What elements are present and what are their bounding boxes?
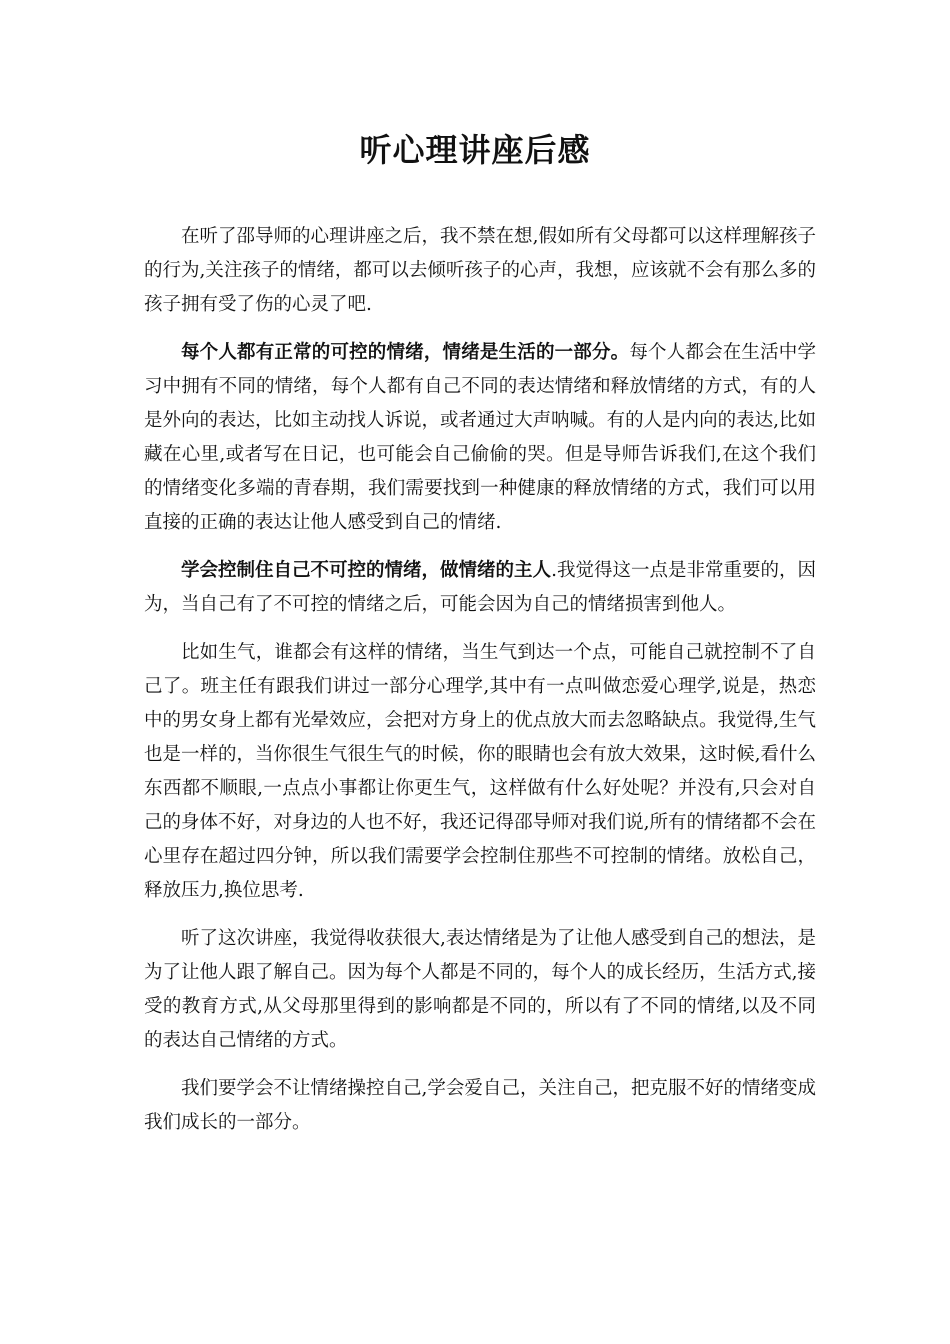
paragraph-lead: 学会控制住自己不可控的情绪，做情绪的主人 <box>181 560 552 581</box>
paragraph-4 <box>144 636 816 908</box>
paragraph-2 <box>144 336 816 540</box>
paragraph-text: 听了这次讲座，我觉得收获很大,表达情绪是为了让他人感受到自己的想法，是为了让他人跟了解自己。因为每个人都是不同的，每个人的成长经历，生活方式,接受的教育方式,从父母那里得到的影响都是不同的，所以有了不同的情绪,以及不同的表达自己情绪的方式。 <box>144 928 816 1051</box>
paragraph-5 <box>144 922 816 1058</box>
paragraph-text: 比如生气，谁都会有这样的情绪，当生气到达一个点，可能自己就控制不了自己了。班主任有跟我们讲过一部分心理学,其中有一点叫做恋爱心理学,说是，热恋中的男女身上都有光晕效应，会把对方身上的优点放大而去忽略缺点。我觉得,生气也是一样的，当你很生气很生气的时候，你的眼睛也会有放大效果，这时候,看什么东西都不顺眼,一点点小事都让你更生气，这样做有什么好处呢？并没有,只会对自己的身体不好，对身边的人也不好，我还记得邵导师对我们说,所有的情绪都不会在心里存在超过四分钟，所以我们需要学会控制住那些不可控制的情绪。放松自己，释放压力,换位思考. <box>144 642 816 901</box>
document-body <box>144 220 816 1154</box>
paragraph-text: 每个人都会在生活中学习中拥有不同的情绪，每个人都有自己不同的表达情绪和释放情绪的方式，有的人是外向的表达，比如主动找人诉说，或者通过大声呐喊。有的人是内向的表达,比如藏在心里,或者写在日记，也可能会自己偷偷的哭。但是导师告诉我们,在这个我们的情绪变化多端的青春期，我们需要找到一种健康的释放情绪的方式，我们可以用直接的正确的表达让他人感受到自己的情绪. <box>144 342 816 533</box>
paragraph-lead: 每个人都有正常的可控的情绪，情绪是生活的一部分。 <box>181 342 630 363</box>
paragraph-text: 我们要学会不让情绪操控自己,学会爱自己，关注自己，把克服不好的情绪变成我们成长的一部分。 <box>144 1078 816 1133</box>
paragraph-text: .我觉得这一点是非常重要的，因为，当自己有了不可控的情绪之后，可能会因为自己的情绪损害到他人。 <box>144 560 816 615</box>
paragraph-3 <box>144 554 816 622</box>
paragraph-6 <box>144 1072 816 1140</box>
paragraph-text: 在听了邵导师的心理讲座之后，我不禁在想,假如所有父母都可以这样理解孩子的行为,关注孩子的情绪，都可以去倾听孩子的心声，我想，应该就不会有那么多的孩子拥有受了伤的心灵了吧. <box>144 226 816 315</box>
page-title: 听心理讲座后感 <box>359 131 591 169</box>
paragraph-1 <box>144 220 816 322</box>
